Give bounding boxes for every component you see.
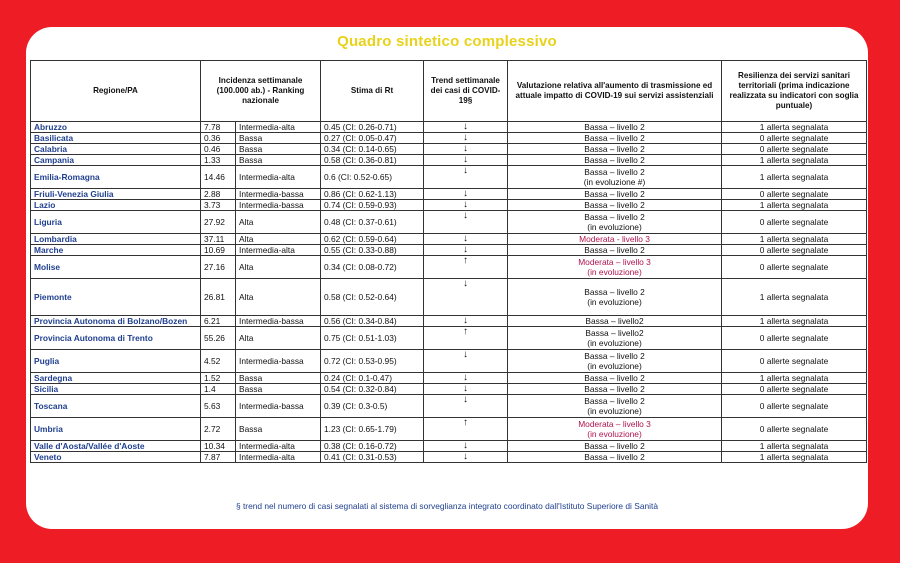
table-row <box>31 373 867 384</box>
ranking-cell: Alta <box>236 279 321 316</box>
alerts-cell: 0 allerte segnalate <box>722 418 867 441</box>
assessment-cell <box>508 279 722 316</box>
assessment-level: Bassa – livello 2 <box>584 189 645 199</box>
alerts-cell: 1 allerta segnalata <box>722 200 867 211</box>
table-row <box>31 384 867 395</box>
rt-cell: 0.24 (CI: 0.1-0.47) <box>321 373 424 384</box>
ranking-cell: Alta <box>236 256 321 279</box>
ranking-cell: Intermedia-alta <box>236 441 321 452</box>
header-valutazione: Valutazione relativa all'aumento di trasmissione ed attuale impatto di COVID-19 sui servizi assistenziali <box>508 61 722 122</box>
incidence-value-cell: 6.21 <box>201 316 236 327</box>
assessment-cell <box>508 452 722 463</box>
header-regione: Regione/PA <box>31 61 201 122</box>
table-row <box>31 418 867 441</box>
assessment-cell <box>508 144 722 155</box>
assessment-cell <box>508 441 722 452</box>
alerts-cell: 0 allerte segnalate <box>722 211 867 234</box>
rt-cell: 0.72 (CI: 0.53-0.95) <box>321 350 424 373</box>
region-cell: Provincia Autonoma di Trento <box>31 327 201 350</box>
alerts-cell: 1 allerta segnalata <box>722 279 867 316</box>
incidence-value-cell: 4.52 <box>201 350 236 373</box>
alerts-cell: 1 allerta segnalata <box>722 452 867 463</box>
region-cell: Sicilia <box>31 384 201 395</box>
trend-arrow-cell: ↓ <box>424 373 508 384</box>
region-cell: Piemonte <box>31 279 201 316</box>
assessment-level: Bassa – livello 2 <box>584 155 645 165</box>
assessment-note: (in evoluzione) <box>587 406 642 416</box>
trend-arrow-cell: ↓ <box>424 144 508 155</box>
assessment-level: Moderata – livello 3 <box>578 419 651 429</box>
incidence-value-cell: 7.87 <box>201 452 236 463</box>
rt-cell: 0.58 (CI: 0.36-0.81) <box>321 155 424 166</box>
rt-cell: 0.58 (CI: 0.52-0.64) <box>321 279 424 316</box>
assessment-level: Moderata – livello 3 <box>578 257 651 267</box>
assessment-cell <box>508 316 722 327</box>
table-row <box>31 166 867 189</box>
region-cell: Calabria <box>31 144 201 155</box>
rt-cell: 0.62 (CI: 0.59-0.64) <box>321 234 424 245</box>
ranking-cell: Intermedia-bassa <box>236 350 321 373</box>
assessment-cell <box>508 122 722 133</box>
assessment-cell <box>508 189 722 200</box>
ranking-cell: Bassa <box>236 373 321 384</box>
rt-cell: 0.6 (CI: 0.52-0.65) <box>321 166 424 189</box>
ranking-cell: Intermedia-alta <box>236 452 321 463</box>
alerts-cell: 1 allerta segnalata <box>722 373 867 384</box>
alerts-cell: 0 allerte segnalate <box>722 144 867 155</box>
ranking-cell: Alta <box>236 211 321 234</box>
assessment-cell <box>508 200 722 211</box>
table-row <box>31 211 867 234</box>
header-trend: Trend settimanale dei casi di COVID-19§ <box>424 61 508 122</box>
ranking-cell: Alta <box>236 327 321 350</box>
alerts-cell: 1 allerta segnalata <box>722 166 867 189</box>
incidence-value-cell: 55.26 <box>201 327 236 350</box>
assessment-cell <box>508 350 722 373</box>
assessment-level: Bassa – livello 2 <box>584 144 645 154</box>
incidence-value-cell: 2.72 <box>201 418 236 441</box>
assessment-level: Bassa – livello 2 <box>584 441 645 451</box>
rt-cell: 0.41 (CI: 0.31-0.53) <box>321 452 424 463</box>
summary-card <box>26 27 868 529</box>
ranking-cell: Bassa <box>236 133 321 144</box>
incidence-value-cell: 10.34 <box>201 441 236 452</box>
alerts-cell: 1 allerta segnalata <box>722 234 867 245</box>
ranking-cell: Intermedia-bassa <box>236 395 321 418</box>
rt-cell: 0.39 (CI: 0.3-0.5) <box>321 395 424 418</box>
assessment-level: Bassa – livello 2 <box>584 452 645 462</box>
assessment-cell <box>508 327 722 350</box>
region-cell: Veneto <box>31 452 201 463</box>
assessment-level: Bassa – livello 2 <box>584 287 645 297</box>
table-row <box>31 350 867 373</box>
trend-arrow-cell: ↓ <box>424 133 508 144</box>
assessment-note: (in evoluzione) <box>587 429 642 439</box>
trend-arrow-cell: ↓ <box>424 155 508 166</box>
page-title: Quadro sintetico complessivo <box>337 33 557 50</box>
assessment-level: Bassa – livello 2 <box>584 167 645 177</box>
header-row <box>31 61 867 122</box>
alerts-cell: 1 allerta segnalata <box>722 316 867 327</box>
assessment-cell <box>508 234 722 245</box>
table-row <box>31 316 867 327</box>
rt-cell: 0.48 (CI: 0.37-0.61) <box>321 211 424 234</box>
alerts-cell: 0 allerte segnalate <box>722 384 867 395</box>
rt-cell: 0.34 (CI: 0.08-0.72) <box>321 256 424 279</box>
alerts-cell: 0 allerte segnalate <box>722 256 867 279</box>
incidence-value-cell: 2.88 <box>201 189 236 200</box>
incidence-value-cell: 27.16 <box>201 256 236 279</box>
rt-cell: 0.34 (CI: 0.14-0.65) <box>321 144 424 155</box>
alerts-cell: 0 allerte segnalate <box>722 245 867 256</box>
region-cell: Umbria <box>31 418 201 441</box>
alerts-cell: 1 allerta segnalata <box>722 155 867 166</box>
alerts-cell: 0 allerte segnalate <box>722 133 867 144</box>
trend-arrow-cell: ↓ <box>424 279 508 316</box>
rt-cell: 0.45 (CI: 0.26-0.71) <box>321 122 424 133</box>
incidence-value-cell: 26.81 <box>201 279 236 316</box>
region-cell: Molise <box>31 256 201 279</box>
incidence-value-cell: 1.4 <box>201 384 236 395</box>
assessment-level: Bassa – livello 2 <box>584 384 645 394</box>
assessment-cell <box>508 166 722 189</box>
region-cell: Abruzzo <box>31 122 201 133</box>
trend-arrow-cell: ↑ <box>424 327 508 350</box>
alerts-cell: 0 allerte segnalate <box>722 395 867 418</box>
incidence-value-cell: 0.36 <box>201 133 236 144</box>
assessment-level: Bassa – livello 2 <box>584 373 645 383</box>
assessment-cell <box>508 211 722 234</box>
assessment-level: Bassa – livello2 <box>585 328 644 338</box>
summary-table <box>30 60 867 463</box>
assessment-level: Bassa – livello 2 <box>584 122 645 132</box>
region-cell: Campania <box>31 155 201 166</box>
table-row <box>31 256 867 279</box>
incidence-value-cell: 37.11 <box>201 234 236 245</box>
ranking-cell: Bassa <box>236 144 321 155</box>
table-row <box>31 133 867 144</box>
footnote: § trend nel numero di casi segnalati al sistema di sorveglianza integrato coordinato dall'Istituto Superiore di Sanità <box>236 501 658 511</box>
trend-arrow-cell: ↑ <box>424 256 508 279</box>
ranking-cell: Intermedia-alta <box>236 122 321 133</box>
alerts-cell: 0 allerte segnalate <box>722 189 867 200</box>
ranking-cell: Intermedia-bassa <box>236 189 321 200</box>
trend-arrow-cell: ↓ <box>424 166 508 189</box>
incidence-value-cell: 10.69 <box>201 245 236 256</box>
assessment-note: (in evoluzione) <box>587 297 642 307</box>
table-row <box>31 441 867 452</box>
region-cell: Friuli-Venezia Giulia <box>31 189 201 200</box>
trend-arrow-cell: ↓ <box>424 316 508 327</box>
assessment-level: Bassa – livello 2 <box>584 245 645 255</box>
table-row <box>31 144 867 155</box>
table-row <box>31 234 867 245</box>
trend-arrow-cell: ↓ <box>424 234 508 245</box>
trend-arrow-cell: ↓ <box>424 211 508 234</box>
incidence-value-cell: 14.46 <box>201 166 236 189</box>
alerts-cell: 1 allerta segnalata <box>722 122 867 133</box>
alerts-cell: 1 allerta segnalata <box>722 441 867 452</box>
assessment-level: Bassa – livello 2 <box>584 396 645 406</box>
assessment-note: (in evoluzione) <box>587 338 642 348</box>
assessment-note: (in evoluzione) <box>587 267 642 277</box>
trend-arrow-cell: ↑ <box>424 418 508 441</box>
table-row <box>31 279 867 316</box>
rt-cell: 0.86 (CI: 0.62-1.13) <box>321 189 424 200</box>
assessment-cell <box>508 155 722 166</box>
trend-arrow-cell: ↓ <box>424 395 508 418</box>
incidence-value-cell: 3.73 <box>201 200 236 211</box>
rt-cell: 0.56 (CI: 0.34-0.84) <box>321 316 424 327</box>
header-incidenza: Incidenza settimanale (100.000 ab.) - Ranking nazionale <box>201 61 321 122</box>
region-cell: Lombardia <box>31 234 201 245</box>
ranking-cell: Intermedia-bassa <box>236 316 321 327</box>
assessment-level: Moderata - livello 3 <box>579 234 650 244</box>
assessment-note: (in evoluzione) <box>587 361 642 371</box>
region-cell: Valle d'Aosta/Vallée d'Aoste <box>31 441 201 452</box>
assessment-level: Bassa – livello 2 <box>584 351 645 361</box>
trend-arrow-cell: ↓ <box>424 350 508 373</box>
rt-cell: 0.38 (CI: 0.16-0.72) <box>321 441 424 452</box>
assessment-level: Bassa – livello 2 <box>584 212 645 222</box>
ranking-cell: Bassa <box>236 155 321 166</box>
assessment-level: Bassa – livello2 <box>585 316 644 326</box>
table-row <box>31 327 867 350</box>
trend-arrow-cell: ↓ <box>424 384 508 395</box>
table-row <box>31 452 867 463</box>
ranking-cell: Intermedia-bassa <box>236 200 321 211</box>
trend-arrow-cell: ↓ <box>424 441 508 452</box>
assessment-note: (in evoluzione #) <box>583 177 646 187</box>
assessment-note: (in evoluzione) <box>587 222 642 232</box>
table-row <box>31 245 867 256</box>
incidence-value-cell: 1.52 <box>201 373 236 384</box>
table-body <box>31 122 867 463</box>
assessment-cell <box>508 395 722 418</box>
table-row <box>31 200 867 211</box>
trend-arrow-cell: ↓ <box>424 200 508 211</box>
assessment-level: Bassa – livello 2 <box>584 200 645 210</box>
region-cell: Sardegna <box>31 373 201 384</box>
header-resilienza: Resilienza dei servizi sanitari territoriali (prima indicazione realizzata su indicatori con soglia puntuale) <box>722 61 867 122</box>
assessment-cell <box>508 245 722 256</box>
table-row <box>31 189 867 200</box>
trend-arrow-cell: ↓ <box>424 245 508 256</box>
rt-cell: 0.55 (CI: 0.33-0.88) <box>321 245 424 256</box>
assessment-cell <box>508 373 722 384</box>
region-cell: Lazio <box>31 200 201 211</box>
assessment-cell <box>508 133 722 144</box>
assessment-cell <box>508 256 722 279</box>
region-cell: Marche <box>31 245 201 256</box>
rt-cell: 0.54 (CI: 0.32-0.84) <box>321 384 424 395</box>
ranking-cell: Bassa <box>236 384 321 395</box>
alerts-cell: 0 allerte segnalate <box>722 350 867 373</box>
assessment-cell <box>508 418 722 441</box>
table-row <box>31 395 867 418</box>
region-cell: Provincia Autonoma di Bolzano/Bozen <box>31 316 201 327</box>
region-cell: Puglia <box>31 350 201 373</box>
trend-arrow-cell: ↓ <box>424 452 508 463</box>
rt-cell: 0.27 (CI: 0.05-0.47) <box>321 133 424 144</box>
assessment-cell <box>508 384 722 395</box>
region-cell: Toscana <box>31 395 201 418</box>
trend-arrow-cell: ↓ <box>424 189 508 200</box>
region-cell: Emilia-Romagna <box>31 166 201 189</box>
incidence-value-cell: 7.78 <box>201 122 236 133</box>
ranking-cell: Bassa <box>236 418 321 441</box>
ranking-cell: Intermedia-alta <box>236 166 321 189</box>
alerts-cell: 0 allerte segnalate <box>722 327 867 350</box>
rt-cell: 0.75 (CI: 0.51-1.03) <box>321 327 424 350</box>
trend-arrow-cell: ↓ <box>424 122 508 133</box>
incidence-value-cell: 5.63 <box>201 395 236 418</box>
incidence-value-cell: 1.33 <box>201 155 236 166</box>
region-cell: Liguria <box>31 211 201 234</box>
rt-cell: 0.74 (CI: 0.59-0.93) <box>321 200 424 211</box>
region-cell: Basilicata <box>31 133 201 144</box>
incidence-value-cell: 27.92 <box>201 211 236 234</box>
table-row <box>31 155 867 166</box>
table-row <box>31 122 867 133</box>
header-rt: Stima di Rt <box>321 61 424 122</box>
ranking-cell: Intermedia-alta <box>236 245 321 256</box>
ranking-cell: Alta <box>236 234 321 245</box>
incidence-value-cell: 0.46 <box>201 144 236 155</box>
assessment-level: Bassa – livello 2 <box>584 133 645 143</box>
rt-cell: 1.23 (CI: 0.65-1.79) <box>321 418 424 441</box>
